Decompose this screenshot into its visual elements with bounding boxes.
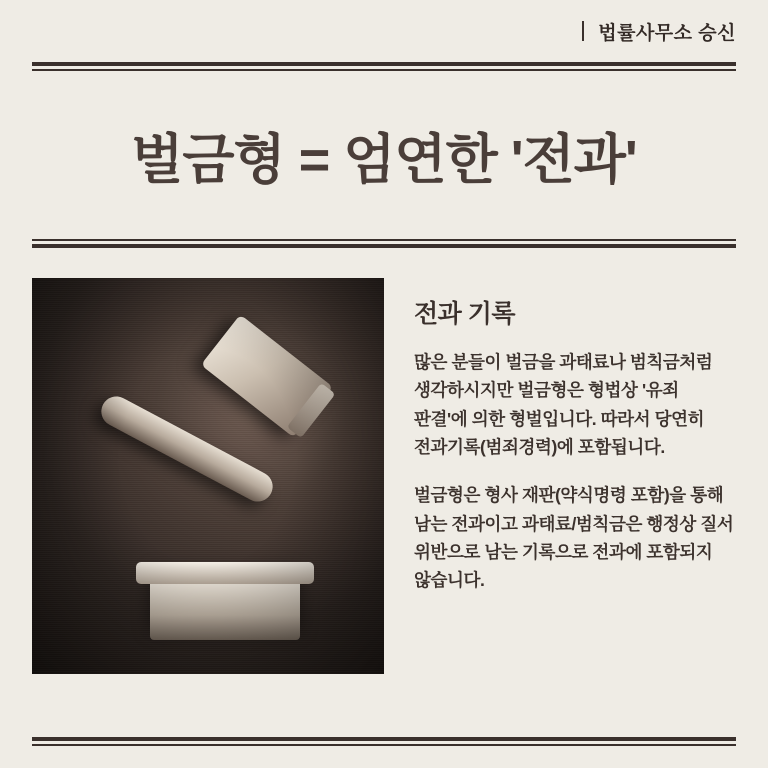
title-block: [32, 71, 736, 239]
section-subhead: 전과 기록: [414, 300, 516, 328]
vertical-bar-icon: [582, 21, 584, 41]
brand-name: 법률사무소 승신: [598, 22, 736, 44]
gavel-image: [32, 278, 384, 674]
body-paragraph-2: 벌금형은 형사 재판(약식명령 포함)을 통해 남는 전과이고 과태료/범칙금은 행정상 질서 위반으로 남는 기록으로 전과에 포함되지 않습니다.: [414, 485, 734, 591]
image-vignette-overlay: [32, 278, 384, 674]
body-paragraph-1: 많은 분들이 벌금을 과태료나 범칙금처럼 생각하시지만 벌금형은 형법상 '유죄 판결'에 의한 형벌입니다. 따라서 당연히 전과기록(범죄경력)에 포함됩니다.: [414, 352, 713, 458]
content-row: [32, 278, 736, 674]
page-title: 벌금형 = 엄연한 '전과': [131, 129, 637, 190]
footer-rule-bottom: [32, 744, 736, 746]
text-column: [414, 278, 736, 674]
title-rule-bottom: [32, 244, 736, 248]
footer: [32, 737, 736, 746]
header: [32, 0, 736, 62]
